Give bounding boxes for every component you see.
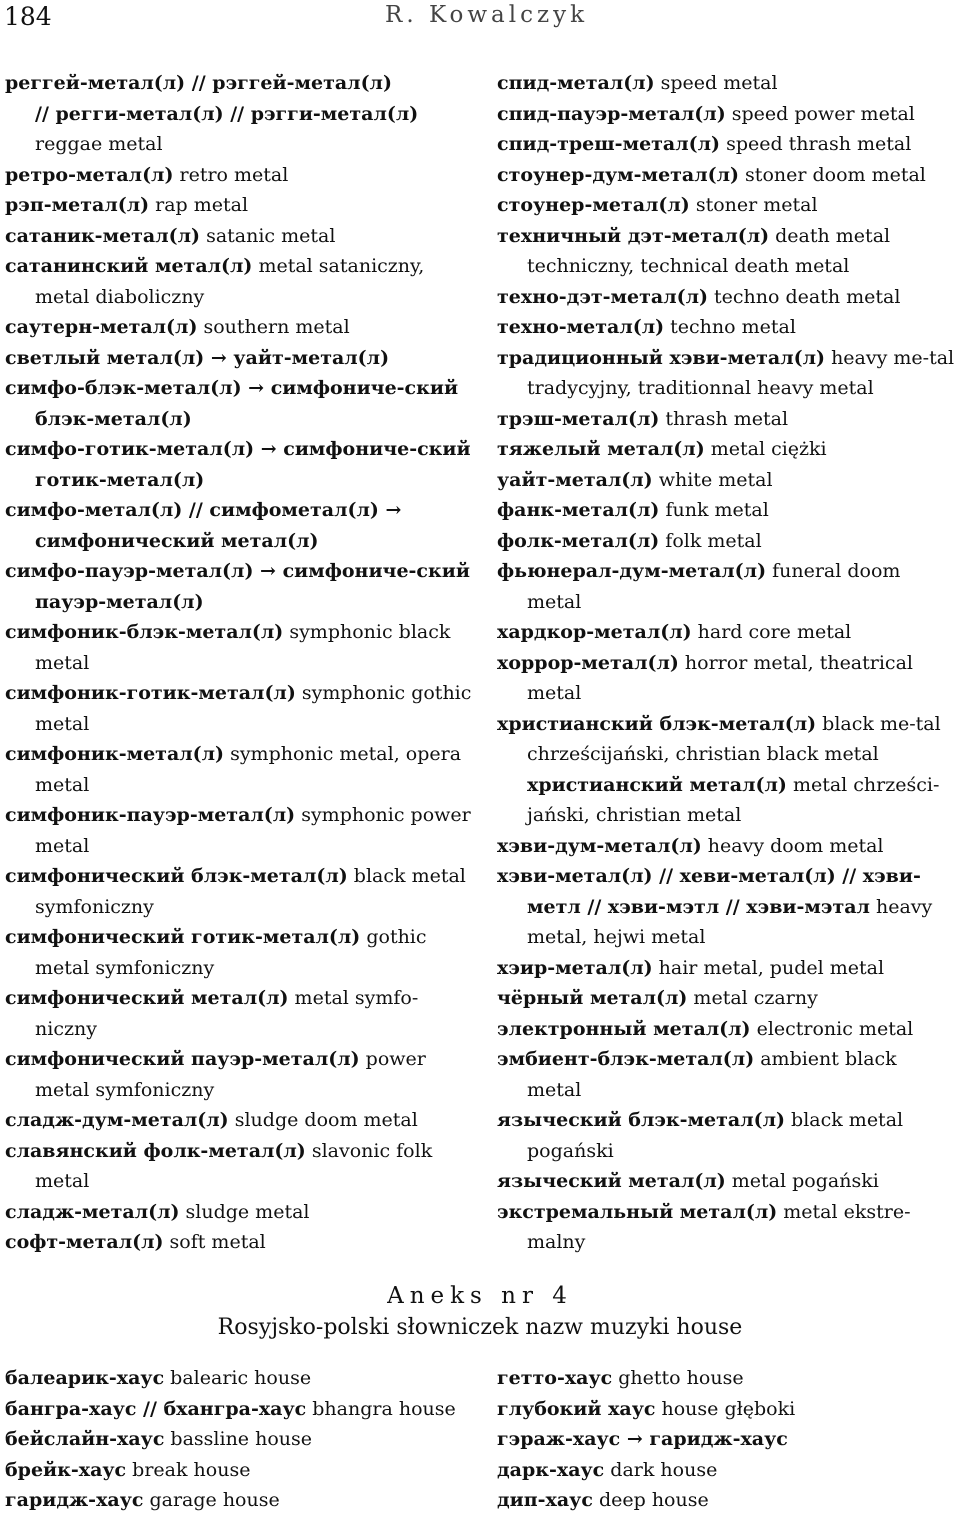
dictionary-entry (5, 1197, 475, 1228)
entry-translation: southern metal (197, 316, 350, 338)
entry-translation: ghetto house (612, 1367, 744, 1389)
dictionary-entry (497, 221, 957, 282)
entry-translation: retro metal (173, 163, 289, 186)
entry-headword: электронный метал(л) (497, 1017, 751, 1040)
entry-headword: сладж-дум-метал(л) (5, 1109, 229, 1131)
entry-translation: reggae metal (35, 133, 163, 155)
dictionary-entry (5, 129, 475, 160)
entry-translation: electronic metal (750, 1017, 914, 1040)
entry-headword: фанк-метал(л) (497, 499, 660, 521)
entry-translation: rap metal (149, 194, 249, 216)
entry-translation: hair metal, pudel metal (652, 956, 885, 979)
entry-translation: metal ciężki (704, 438, 827, 460)
entry-translation: death metal techniczny, technical death metal (527, 224, 891, 277)
entry-translation: speed power metal (725, 102, 915, 125)
dictionary-entry (5, 922, 475, 983)
dictionary-entry (497, 465, 957, 496)
entry-headword: симфо-готик-метал(л) → симфониче-ский готик-метал(л) (5, 438, 471, 491)
page-number: 184 (4, 2, 52, 31)
entry-headword: симфонический готик-метал(л) (5, 926, 361, 948)
entry-headword: экстремальный метал(л) (497, 1200, 778, 1223)
entry-translation: slavonic folk metal (35, 1139, 433, 1192)
entry-translation: heavy me-tal tradycyjny, traditionnal heavy metal (527, 346, 955, 399)
entry-translation: power metal symfoniczny (35, 1048, 426, 1101)
entry-headword: хэир-метал(л) (497, 956, 653, 979)
entry-headword: // регги-метал(л) // рэгги-метал(л) (35, 102, 419, 125)
entry-headword: симфонический метал(л) (5, 987, 289, 1009)
entry-translation: sludge doom metal (228, 1109, 418, 1131)
dictionary-entry (5, 1394, 485, 1425)
entry-headword: хардкор-метал(л) (497, 621, 692, 643)
dictionary-entry (497, 160, 957, 191)
dictionary-entry (497, 129, 957, 160)
entry-translation: bhangra house (306, 1397, 456, 1420)
dictionary-entry (5, 495, 475, 556)
dictionary-entry (497, 312, 957, 343)
dictionary-entry (5, 739, 475, 800)
entry-headword: реггей-метал(л) // рэггей-метал(л) (5, 72, 392, 94)
entry-translation: metal chrześci- jański, christian metal (527, 773, 940, 826)
dictionary-entry (5, 312, 475, 343)
dictionary-entry (5, 556, 475, 617)
entry-translation: black metal symfoniczny (35, 865, 466, 918)
entry-translation: metal czarny (687, 987, 818, 1009)
dictionary-entry (5, 1424, 485, 1455)
entry-headword: стоунер-метал(л) (497, 194, 690, 216)
annex-subtitle: Rosyjsko-polski słowniczek nazw muzyki house (217, 1315, 743, 1340)
dictionary-entry (497, 709, 957, 770)
entry-translation: white metal (652, 468, 773, 491)
dictionary-entry (497, 831, 957, 862)
entry-headword: стоунер-дум-метал(л) (497, 163, 740, 186)
entry-headword: традиционный хэви-метал(л) (497, 346, 826, 369)
dictionary-entry (5, 68, 475, 99)
annex-right-column (497, 1363, 957, 1516)
dictionary-entry (497, 1363, 957, 1394)
right-column (497, 68, 957, 1258)
dictionary-entry (497, 1394, 957, 1425)
entry-headword: хоррор-метал(л) (497, 651, 679, 674)
dictionary-entry (5, 160, 475, 191)
dictionary-entry (5, 800, 475, 861)
page-header (0, 0, 960, 40)
dictionary-entry (497, 1455, 957, 1486)
dictionary-entry (497, 770, 957, 831)
entry-translation: metal ekstre-malny (527, 1200, 911, 1253)
entry-translation: bassline house (164, 1428, 313, 1450)
entry-translation: speed thrash metal (720, 133, 912, 155)
entry-headword: симфонический пауэр-метал(л) (5, 1048, 360, 1070)
entry-headword: саутерн-метал(л) (5, 316, 198, 338)
entry-headword: балеарик-хаус (5, 1367, 165, 1389)
entry-headword: ретро-метал(л) (5, 163, 174, 186)
entry-translation: horror metal, theatrical metal (527, 651, 913, 704)
entry-headword: сладж-метал(л) (5, 1200, 180, 1223)
entry-translation: techno metal (664, 316, 796, 338)
entry-headword: рэп-метал(л) (5, 194, 150, 216)
entry-headword: сатанинский метал(л) (5, 255, 253, 277)
dictionary-entry (5, 221, 475, 252)
entry-headword: сатаник-метал(л) (5, 224, 201, 247)
entry-headword: софт-метал(л) (5, 1231, 164, 1253)
dictionary-entry (497, 861, 957, 953)
entry-translation: funk metal (659, 499, 769, 521)
dictionary-entry (5, 617, 475, 678)
entry-translation: deep house (592, 1489, 709, 1511)
entry-headword: симфо-блэк-метал(л) → симфониче-ский блэк-метал(л) (5, 377, 459, 430)
entry-headword: славянский фолк-метал(л) (5, 1139, 306, 1162)
dictionary-entry (497, 1014, 957, 1045)
entry-translation: symphonic power metal (35, 804, 471, 857)
dictionary-entry (5, 1485, 485, 1516)
left-column (5, 68, 475, 1258)
entry-translation: black me-tal chrześcijański, christian black metal (527, 712, 941, 765)
entry-headword: симфоник-блэк-метал(л) (5, 621, 284, 643)
dictionary-entry (497, 343, 957, 404)
entry-headword: хэви-дум-метал(л) (497, 834, 702, 857)
dictionary-entry (5, 251, 475, 312)
entry-translation: symphonic black metal (35, 621, 451, 674)
dictionary-entry (497, 404, 957, 435)
entry-headword: спид-треш-метал(л) (497, 133, 721, 155)
entry-headword: спид-пауэр-метал(л) (497, 102, 726, 125)
dictionary-entry (5, 1227, 475, 1258)
entry-headword: фолк-метал(л) (497, 529, 660, 552)
dictionary-entry (497, 1424, 957, 1455)
dictionary-entry (5, 343, 475, 374)
dictionary-entry (5, 678, 475, 739)
entry-headword: гаридж-хаус (5, 1489, 144, 1511)
dictionary-entry (497, 190, 957, 221)
dictionary-entry (5, 99, 475, 130)
entry-headword: симфоник-метал(л) (5, 743, 225, 765)
dictionary-entry (5, 1044, 475, 1105)
entry-translation: folk metal (659, 529, 762, 552)
entry-translation: symphonic gothic metal (35, 682, 472, 735)
entry-headword: техно-дэт-метал(л) (497, 285, 708, 308)
entry-translation: heavy doom metal (701, 834, 884, 857)
dictionary-entry (5, 861, 475, 922)
entry-translation: thrash metal (659, 407, 789, 430)
entry-headword: брейк-хаус (5, 1458, 127, 1481)
entry-translation: dark house (604, 1458, 718, 1481)
entry-headword: христианский метал(л) (527, 773, 787, 796)
entry-headword: светлый метал(л) → уайт-метал(л) (5, 346, 390, 369)
entry-headword: гэраж-хаус → гаридж-хаус (497, 1428, 788, 1450)
entry-translation: sludge metal (179, 1200, 310, 1223)
entry-translation: funeral doom metal (527, 560, 901, 613)
entry-headword: трэш-метал(л) (497, 407, 660, 430)
dictionary-entry (5, 434, 475, 495)
entry-translation: metal sataniczny, metal diaboliczny (35, 255, 425, 308)
dictionary-entry (497, 983, 957, 1014)
dictionary-entry (497, 953, 957, 984)
dictionary-entry (5, 1455, 485, 1486)
entry-translation: metal pogański (725, 1170, 879, 1192)
entry-headword: чёрный метал(л) (497, 987, 688, 1009)
entry-translation: black metal pogański (527, 1109, 904, 1162)
dictionary-entry (5, 373, 475, 434)
dictionary-entry (497, 1485, 957, 1516)
dictionary-entry (497, 1044, 957, 1105)
entry-headword: тяжелый метал(л) (497, 438, 705, 460)
entry-headword: симфонический блэк-метал(л) (5, 865, 348, 887)
dictionary-entry (5, 1136, 475, 1197)
dictionary-entry (497, 526, 957, 557)
entry-translation: metal symfo-niczny (35, 987, 419, 1040)
entry-headword: техно-метал(л) (497, 316, 665, 338)
entry-translation: house głęboki (655, 1397, 796, 1420)
entry-headword: дарк-хаус (497, 1458, 605, 1481)
entry-headword: фьюнерал-дум-метал(л) (497, 560, 767, 582)
dictionary-entry (497, 1166, 957, 1197)
entry-translation: gothic metal symfoniczny (35, 926, 427, 979)
dictionary-entry (497, 1105, 957, 1166)
entry-translation: balearic house (164, 1367, 312, 1389)
entry-headword: глубокий хаус (497, 1397, 656, 1420)
entry-headword: спид-метал(л) (497, 72, 655, 94)
dictionary-entry (497, 68, 957, 99)
dictionary-entry (497, 434, 957, 465)
entry-translation: stoner doom metal (739, 163, 926, 186)
entry-headword: гетто-хаус (497, 1367, 613, 1389)
dictionary-entry (497, 99, 957, 130)
dictionary-entry (497, 648, 957, 709)
entry-translation: garage house (143, 1489, 280, 1511)
entry-translation: symphonic metal, opera metal (35, 743, 462, 796)
entry-translation: soft metal (163, 1231, 266, 1253)
entry-headword: симфоник-пауэр-метал(л) (5, 804, 296, 826)
dictionary-entry (5, 983, 475, 1044)
entry-headword: симфо-метал(л) // симфометал(л) → симфонический метал(л) (5, 499, 402, 552)
dictionary-entry (497, 282, 957, 313)
entry-headword: симфо-пауэр-метал(л) → симфониче-ский пауэр-метал(л) (5, 560, 470, 613)
dictionary-entry (5, 1363, 485, 1394)
entry-headword: уайт-метал(л) (497, 468, 653, 491)
entry-headword: языческий блэк-метал(л) (497, 1109, 785, 1131)
entry-headword: бейслайн-хаус (5, 1428, 165, 1450)
entry-translation: break house (126, 1458, 251, 1481)
entry-headword: бангра-хаус // бхангра-хаус (5, 1397, 307, 1420)
dictionary-entry (497, 617, 957, 648)
entry-headword: христианский блэк-метал(л) (497, 712, 817, 735)
entry-translation: stoner metal (689, 194, 818, 216)
running-head: R. Kowalczyk (385, 2, 589, 28)
entry-headword: симфоник-готик-метал(л) (5, 682, 296, 704)
dictionary-entry (5, 1105, 475, 1136)
entry-headword: эмбиент-блэк-метал(л) (497, 1048, 755, 1070)
annex-title: Aneks nr 4 (387, 1283, 573, 1309)
entry-translation: hard core metal (691, 621, 852, 643)
dictionary-entry (497, 495, 957, 526)
entry-translation: ambient black metal (527, 1048, 897, 1101)
entry-headword: языческий метал(л) (497, 1170, 726, 1192)
dictionary-entry (5, 190, 475, 221)
entry-headword: хэви-метал(л) // хеви-метал(л) // хэви-метл // хэви-мэтл // хэви-мэтал (497, 865, 921, 918)
annex-left-column (5, 1363, 485, 1516)
entry-translation: satanic metal (200, 224, 336, 247)
entry-headword: техничный дэт-метал(л) (497, 224, 770, 247)
dictionary-entry (497, 556, 957, 617)
entry-translation: speed metal (654, 72, 778, 94)
dictionary-entry (497, 1197, 957, 1258)
entry-translation: heavy metal, hejwi metal (527, 895, 933, 948)
entry-translation: techno death metal (708, 285, 901, 308)
entry-headword: дип-хаус (497, 1489, 593, 1511)
